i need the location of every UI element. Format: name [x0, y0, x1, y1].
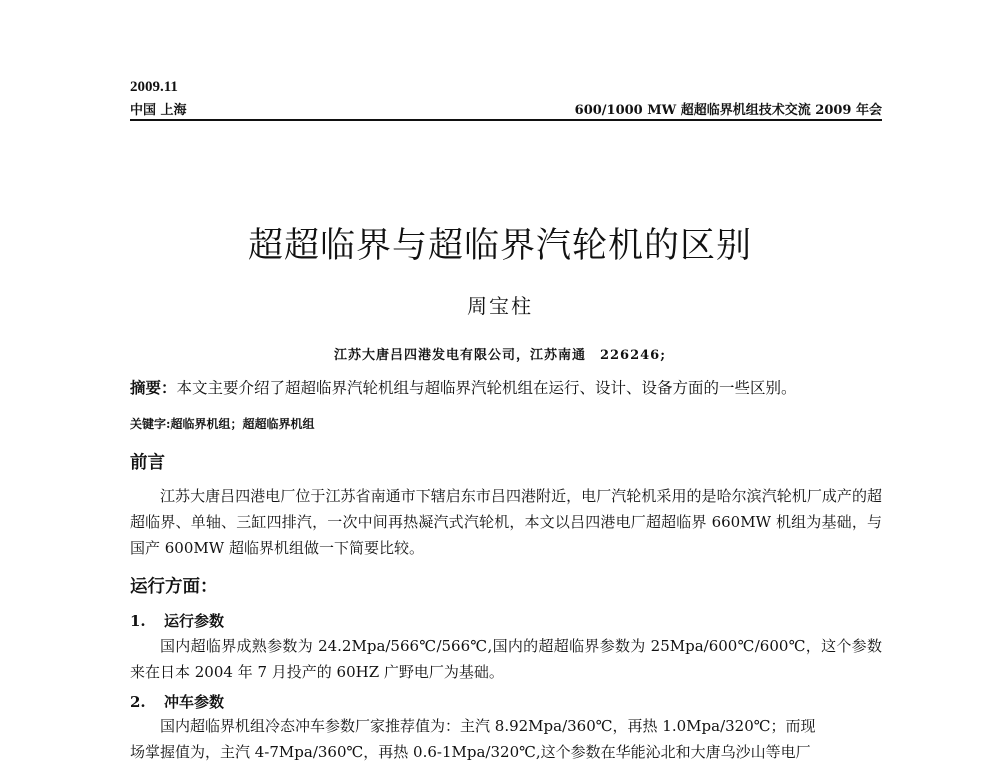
subsection-1-title: 运行参数 — [164, 612, 225, 630]
keywords-label: 关键字: — [130, 417, 171, 431]
subsection-2-heading — [130, 691, 224, 712]
header-location: 中国 上海 — [130, 103, 187, 118]
abstract-label: 摘要： — [130, 378, 177, 397]
preface-heading: 前言 — [130, 453, 165, 473]
header-conference: 600/1000 MW 超超临界机组技术交流 2009 年会 — [574, 103, 882, 118]
preface-paragraph: 江苏大唐吕四港电厂位于江苏省南通市下辖启东市吕四港附近，电厂汽轮机采用的是哈尔滨汽轮机厂成产的超超临界、单轴、三缸四排汽，一次中间再热凝汽式汽轮机，本文以吕四港电厂超超临界 660MW 机组为基础，与国产 600MW 超临界机组做一下简要比较。 — [130, 487, 882, 557]
paper-title: 超超临界与超临界汽轮机的区别 — [247, 226, 752, 266]
subsection-2-line-2: 场掌握值为，主汽 4-7Mpa/360℃，再热 0.6-1Mpa/320℃,这个参数在华能沁北和大唐乌沙山等电厂 — [130, 743, 811, 761]
paper-affiliation: 江苏大唐吕四港发电有限公司，江苏南通 226246; — [333, 348, 667, 363]
keywords-text: 超临界机组；超超临界机组 — [170, 417, 315, 431]
keywords — [130, 415, 314, 432]
operation-heading: 运行方面： — [130, 577, 218, 597]
subsection-1-paragraph: 国内超临界成熟参数为 24.2Mpa/566℃/566℃,国内的超超临界参数为 25Mpa/600℃/600℃，这个参数来在日本 2004 年 7 月投产的 60HZ 广野电厂为基础。 — [130, 637, 882, 681]
subsection-2-line-1: 国内超临界机组冷态冲车参数厂家推荐值为：主汽 8.92Mpa/360℃，再热 1.0Mpa/320℃；而现 — [160, 717, 816, 735]
subsection-2-number: 2. — [130, 693, 146, 711]
header-rule — [130, 119, 882, 121]
abstract-text: 本文主要介绍了超超临界汽轮机组与超临界汽轮机组在运行、设计、设备方面的一些区别。 — [176, 379, 797, 397]
abstract — [130, 376, 890, 398]
subsection-2-title: 冲车参数 — [164, 693, 225, 711]
subsection-1-heading — [130, 610, 224, 631]
paper-author: 周宝柱 — [467, 294, 533, 318]
header-date: 2009.11 — [130, 79, 178, 95]
subsection-1-number: 1. — [130, 612, 146, 630]
